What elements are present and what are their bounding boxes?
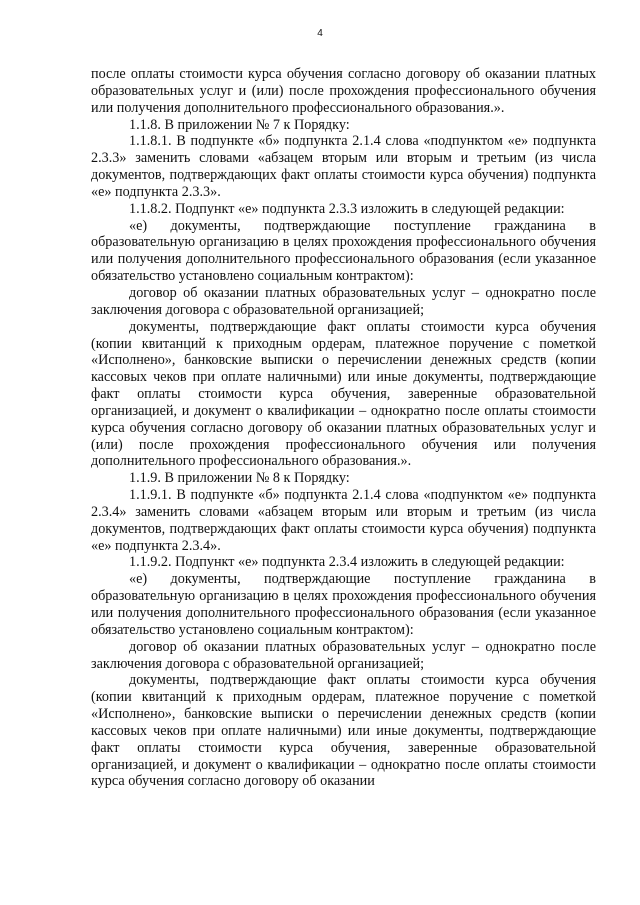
document-paragraph: «е) документы, подтверждающие поступление гражданина в образовательную организацию в целях прохождения профессионального обучения или получения дополнительного профессионального образования (если указанное обязательство установлено социальным контрактом): [91, 217, 596, 285]
document-paragraph: документы, подтверждающие факт оплаты стоимости курса обучения (копии квитанций к приходным ордерам, платежное поручение с пометкой «Исполнено», банковские выписки о перечислении денежных средств (копии кассовых чеков при оплате наличными) или иные документы, подтверждающие факт оплаты стоимости курса обучения, заверенные образовательной организацией, и документ о квалификации – однократно после оплаты стоимости курса обучения согласно договору об оказании платных образовательных услуг и (или) после прохождения профессионального обучения или получения дополнительного профессионального образования.». [91, 318, 596, 470]
document-paragraph: 1.1.8. В приложении № 7 к Порядку: [129, 116, 350, 133]
document-paragraph: 1.1.8.2. Подпункт «е» подпункта 2.3.3 изложить в следующей редакции: [129, 200, 565, 217]
document-paragraph: 1.1.9. В приложении № 8 к Порядку: [129, 470, 350, 487]
document-paragraph: «е) документы, подтверждающие поступление гражданина в образовательную организацию в целях прохождения профессионального обучения или получения дополнительного профессионального образования (если указанное обязательство установлено социальным контрактом): [91, 571, 596, 638]
document-paragraph: договор об оказании платных образовательных услуг – однократно после заключения договора с образовательной организацией; [91, 284, 596, 318]
document-paragraph: 1.1.8.1. В подпункте «б» подпункта 2.1.4 слова «подпунктом «е» подпункта 2.3.3» заменить словами «абзацем вторым или вторым и третьим (из числа документов, подтверждающих факт оплаты стоимости курса обучения) подпункта «е» подпункта 2.3.3». [91, 133, 596, 200]
document-paragraph: документы, подтверждающие факт оплаты стоимости курса обучения (копии квитанций к приходным ордерам, платежное поручение с пометкой «Исполнено», банковские выписки о перечислении денежных средств (копии кассовых чеков при оплате наличными) или иные документы, подтверждающие факт оплаты стоимости курса обучения, заверенные образовательной организацией, и документ о квалификации – однократно после оплаты стоимости курса обучения согласно договору об оказании [91, 672, 596, 790]
document-paragraph: после оплаты стоимости курса обучения согласно договору об оказании платных образовательных услуг и (или) после прохождения профессионального обучения или получения дополнительного профессионального образования.». [91, 66, 596, 116]
document-paragraph: 1.1.9.1. В подпункте «б» подпункта 2.1.4 слова «подпунктом «е» подпункта 2.3.4» заменить словами «абзацем вторым или вторым и третьим (из числа документов, подтверждающих факт оплаты стоимости курса обучения) подпункта «е» подпункта 2.3.4». [91, 487, 596, 554]
page-number: 4 [317, 28, 323, 39]
document-paragraph: договор об оказании платных образовательных услуг – однократно после заключения договора с образовательной организацией; [91, 638, 596, 672]
document-body [91, 66, 596, 790]
document-paragraph: 1.1.9.2. Подпункт «е» подпункта 2.3.4 изложить в следующей редакции: [129, 554, 565, 571]
